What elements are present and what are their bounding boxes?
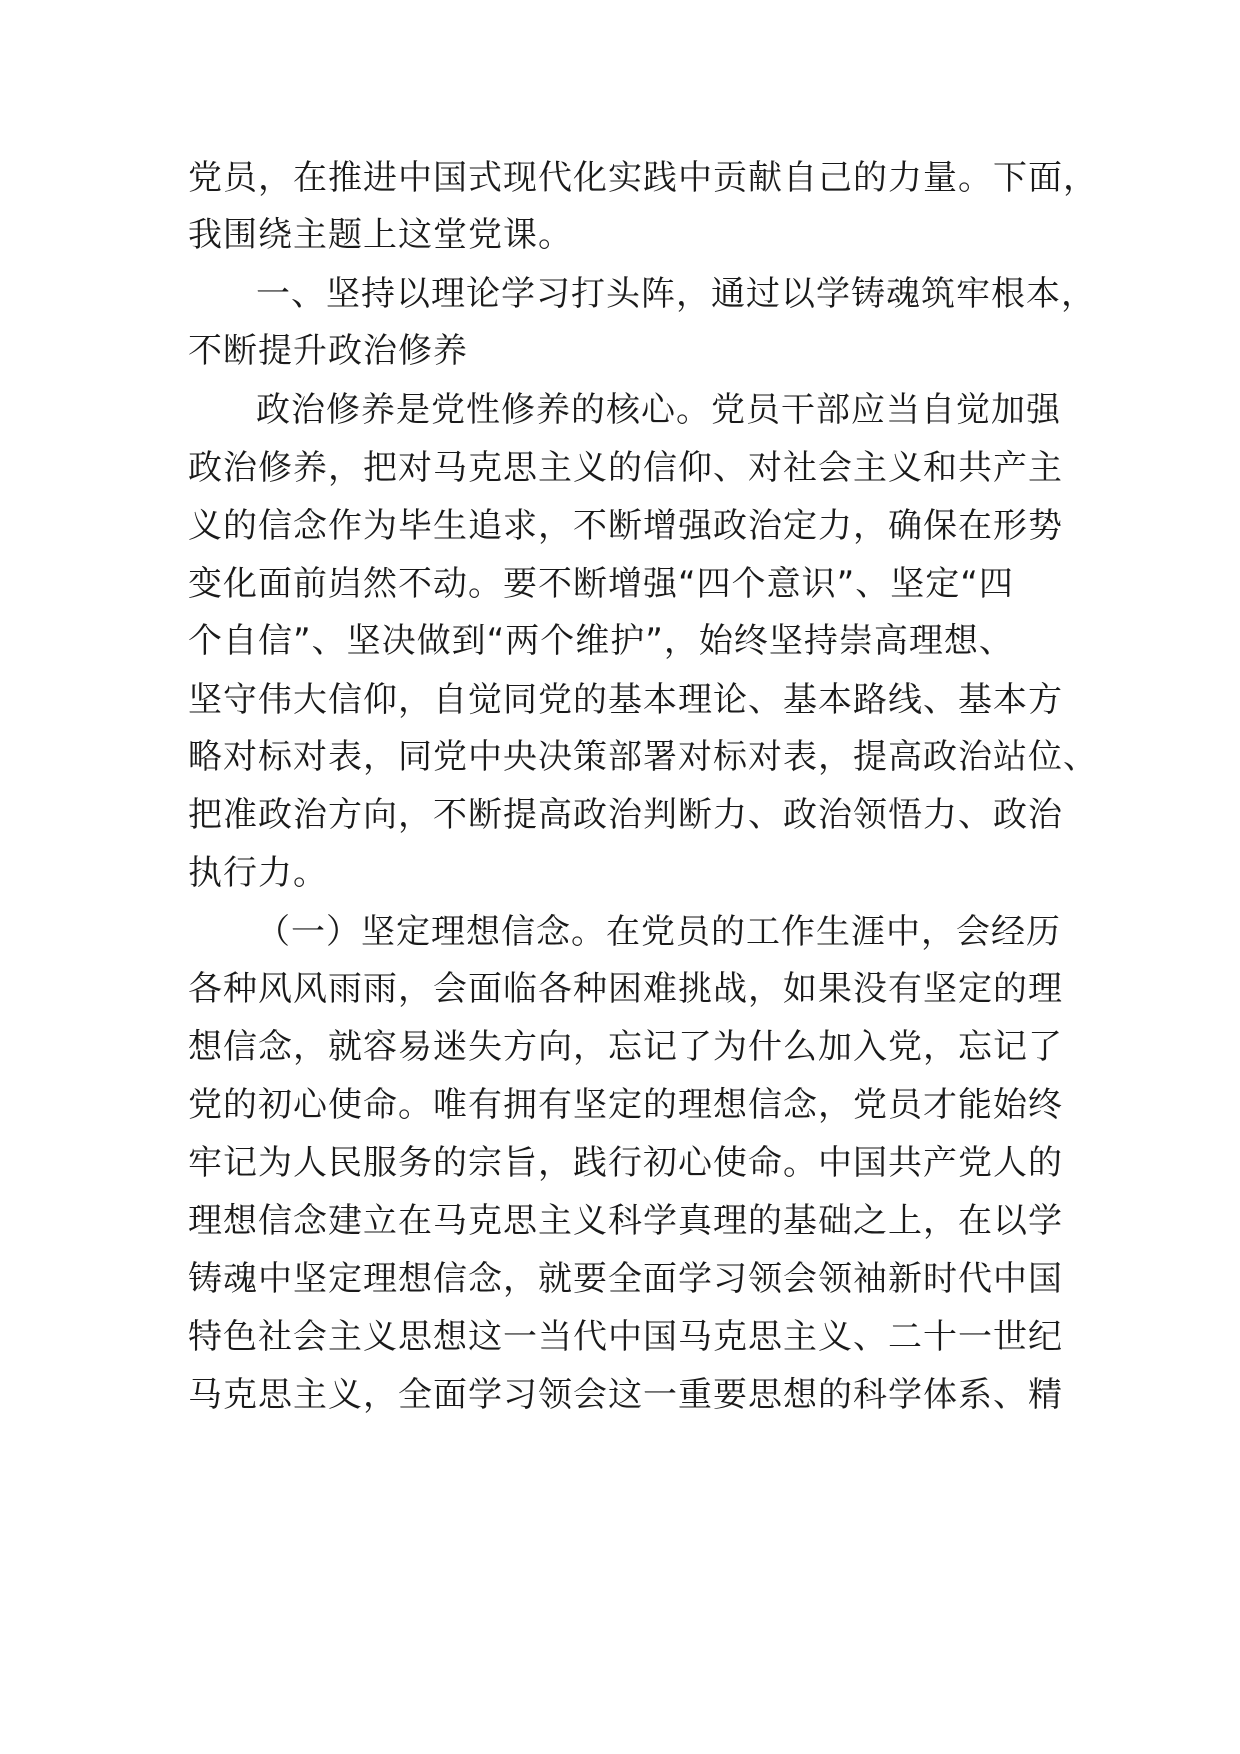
section-heading: 不断提升政治修养: [188, 331, 468, 371]
text-line: 特色社会主义思想这一当代中国马克思主义、二十一世纪: [188, 1317, 1063, 1357]
text-line: 把准政治方向，不断提高政治判断力、政治领悟力、政治: [188, 795, 1063, 835]
text-line: 党员，在推进中国式现代化实践中贡献自己的力量。下面，: [188, 158, 1098, 198]
text-line: 党的初心使命。唯有拥有坚定的理想信念，党员才能始终: [188, 1085, 1063, 1125]
text-line: 执行力。: [188, 853, 328, 893]
section-heading: 一、坚持以理论学习打头阵，通过以学铸魂筑牢根本，: [256, 274, 1096, 314]
text-line: 铸魂中坚定理想信念，就要全面学习领会领袖新时代中国: [188, 1259, 1063, 1299]
text-line: 政治修养，把对马克思主义的信仰、对社会主义和共产主: [188, 448, 1063, 488]
subsection-heading: （一）坚定理想信念。在党员的工作生涯中，会经历: [256, 912, 1061, 952]
text-line: 政治修养是党性修养的核心。党员干部应当自觉加强: [256, 390, 1061, 430]
text-line: 个自信”、坚决做到“两个维护”，始终坚持崇高理想、: [188, 621, 1014, 661]
text-line: 各种风风雨雨，会面临各种困难挑战，如果没有坚定的理: [188, 969, 1063, 1009]
text-line: 理想信念建立在马克思主义科学真理的基础之上，在以学: [188, 1201, 1063, 1241]
text-line: 变化面前岿然不动。要不断增强“四个意识”、坚定“四: [188, 564, 1014, 604]
text-line: 义的信念作为毕生追求，不断增强政治定力，确保在形势: [188, 506, 1063, 546]
text-line: 牢记为人民服务的宗旨，践行初心使命。中国共产党人的: [188, 1143, 1063, 1183]
text-line: 想信念，就容易迷失方向，忘记了为什么加入党，忘记了: [188, 1027, 1063, 1067]
text-line: 略对标对表，同党中央决策部署对标对表，提高政治站位、: [188, 737, 1098, 777]
text-line: 马克思主义，全面学习领会这一重要思想的科学体系、精: [188, 1375, 1063, 1415]
text-line: 我围绕主题上这堂党课。: [188, 215, 573, 255]
text-line: 坚守伟大信仰，自觉同党的基本理论、基本路线、基本方: [188, 680, 1063, 720]
